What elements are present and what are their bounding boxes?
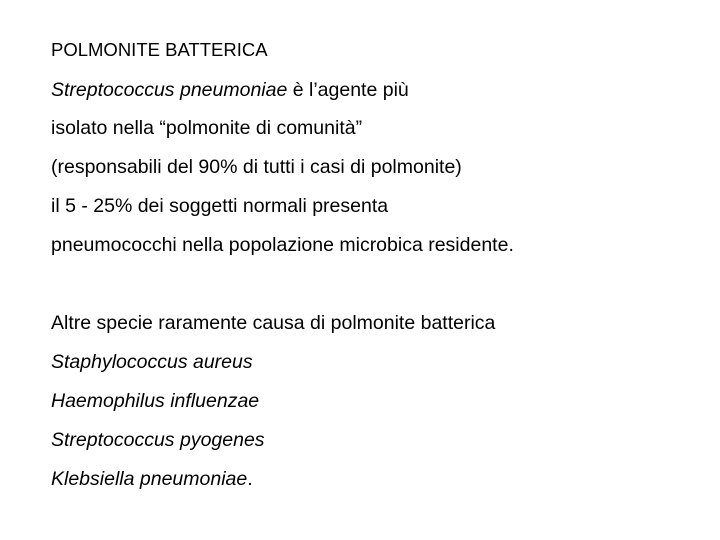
intro-line-3: (responsabili del 90% di tutti i casi di polmonite): [51, 156, 462, 178]
intro-line-4: il 5 - 25% dei soggetti normali presenta: [51, 195, 389, 217]
species-streptococcus-pneumoniae: Streptococcus pneumoniae: [51, 79, 288, 101]
intro-line-1-rest: è l’agente più: [287, 79, 409, 101]
intro-line-2: isolato nella “polmonite di comunità”: [51, 117, 363, 139]
species-streptococcus-pyogenes: Streptococcus pyogenes: [51, 429, 265, 451]
species-klebsiella-pneumoniae: Klebsiella pneumoniae: [51, 468, 248, 490]
final-period: .: [247, 468, 253, 490]
slide: [51, 0, 711, 540]
species-line-klebsiella: [51, 467, 253, 491]
other-species-heading: Altre specie raramente causa di polmonite batterica: [51, 312, 496, 334]
species-haemophilus-influenzae: Haemophilus influenzae: [51, 390, 260, 412]
intro-line-5: pneumococchi nella popolazione microbica residente.: [51, 234, 514, 256]
intro-line-1: [51, 78, 409, 102]
species-staphylococcus-aureus: Staphylococcus aureus: [51, 351, 253, 373]
slide-title: POLMONITE BATTERICA: [51, 39, 268, 60]
